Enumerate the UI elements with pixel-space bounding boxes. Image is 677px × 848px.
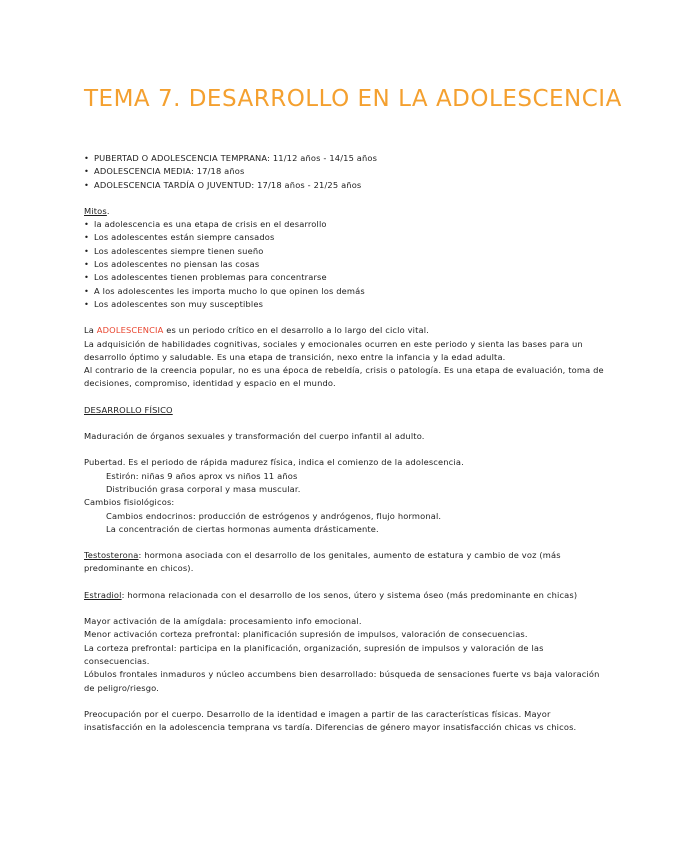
mitos-list bbox=[84, 218, 604, 311]
list-item: • A los adolescentes les importa mucho lo que opinen los demás bbox=[84, 285, 604, 298]
paragraph: Maduración de órganos sexuales y transformación del cuerpo infantil al adulto. bbox=[84, 431, 425, 442]
document-body bbox=[84, 152, 604, 734]
paragraph: La concentración de ciertas hormonas aumenta drásticamente. bbox=[106, 523, 379, 534]
paragraph: Cambios endocrinos: producción de estrógenos y andrógenos, flujo hormonal. bbox=[106, 510, 442, 521]
paragraph: Distribución grasa corporal y masa muscular. bbox=[106, 483, 301, 494]
list-item: • ADOLESCENCIA TARDÍA O JUVENTUD: 17/18 años - 21/25 años bbox=[84, 179, 604, 192]
paragraph: Mayor activación de la amígdala: procesamiento info emocional. bbox=[84, 616, 362, 627]
page-title: TEMA 7. DESARROLLO EN LA ADOLESCENCIA bbox=[84, 86, 622, 112]
list-item: • Los adolescentes tienen problemas para concentrarse bbox=[84, 271, 604, 284]
estradiol-paragraph: Estradiol: hormona relacionada con el desarrollo de los senos, útero y sistema óseo (más predominante en chicas) bbox=[84, 589, 578, 600]
list-item: • Los adolescentes están siempre cansados bbox=[84, 231, 604, 244]
paragraph: Preocupación por el cuerpo. Desarrollo de la identidad e imagen a partir de las características físicas. Mayor insatisfacción en la adolescencia temprana vs tardía. Diferencias de género mayor insatisfacción chicas vs chicos. bbox=[84, 708, 577, 733]
list-item: • la adolescencia es una etapa de crisis en el desarrollo bbox=[84, 218, 604, 231]
list-item: • PUBERTAD O ADOLESCENCIA TEMPRANA: 11/12 años - 14/15 años bbox=[84, 152, 604, 165]
paragraph: Lóbulos frontales inmaduros y núcleo accumbens bien desarrollado: búsqueda de sensaciones fuerte vs baja valoración de peligro/riesgo. bbox=[84, 669, 600, 693]
list-item: • Los adolescentes no piensan las cosas bbox=[84, 258, 604, 271]
paragraph: Pubertad. Es el periodo de rápida madurez física, indica el comienzo de la adolescencia. bbox=[84, 457, 464, 468]
testosterona-paragraph: Testosterona: hormona asociada con el desarrollo de los genitales, aumento de estatura y cambio de voz (más predominante en chicos). bbox=[84, 550, 561, 574]
list-item: • ADOLESCENCIA MEDIA: 17/18 años bbox=[84, 165, 604, 178]
intro-paragraph: La ADOLESCENCIA es un periodo crítico en el desarrollo a lo largo del ciclo vital. bbox=[84, 325, 429, 336]
paragraph: Estirón: niñas 9 años aprox vs niños 11 años bbox=[106, 470, 298, 481]
section-heading: DESARROLLO FÍSICO bbox=[84, 404, 173, 415]
mitos-heading: Mitos. bbox=[84, 205, 110, 216]
list-item: • Los adolescentes siempre tienen sueño bbox=[84, 245, 604, 258]
stages-list bbox=[84, 152, 604, 192]
list-item: • Los adolescentes son muy susceptibles bbox=[84, 298, 604, 311]
paragraph: La corteza prefrontal: participa en la planificación, organización, supresión de impulsos y valoración de las consecuencias. bbox=[84, 642, 544, 666]
highlight-term: ADOLESCENCIA bbox=[96, 325, 164, 336]
paragraph: Cambios fisiológicos: bbox=[84, 497, 175, 508]
paragraph: Al contrario de la creencia popular, no es una época de rebeldía, crisis o patología. Es una etapa de evaluación, toma de decisiones, compromiso, identidad y espacio en el mundo. bbox=[84, 365, 604, 389]
paragraph: La adquisición de habilidades cognitivas, sociales y emocionales ocurren en este periodo y sienta las bases para un desarrollo óptimo y saludable. Es una etapa de transición, nexo entre la infancia y la edad adulta. bbox=[84, 338, 583, 362]
paragraph: Menor activación corteza prefrontal: planificación supresión de impulsos, valoración de consecuencias. bbox=[84, 629, 528, 640]
